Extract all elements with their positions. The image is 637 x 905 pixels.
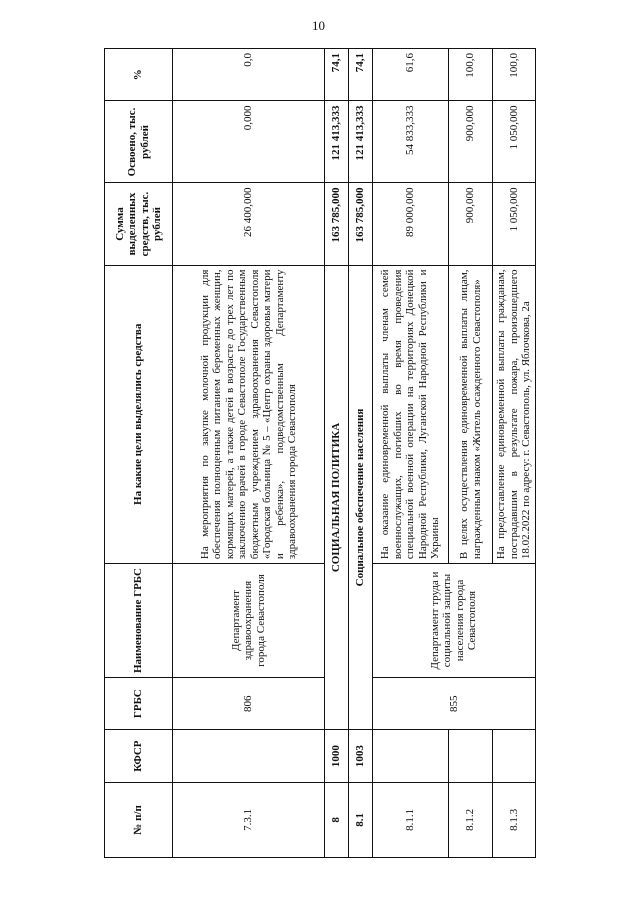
row-number: 8.1.1 bbox=[373, 782, 449, 857]
percent-cell: 100,0 bbox=[493, 49, 536, 101]
purpose-cell: В целях осуществления единовременной выплаты лицам, награжденным знаком «Житель осажденного Севастополя» bbox=[449, 265, 493, 564]
allocated-cell: 1 050,000 bbox=[493, 183, 536, 265]
page-number: 10 bbox=[312, 18, 325, 33]
subsection-row bbox=[349, 49, 373, 858]
table-row bbox=[493, 49, 536, 858]
header-percent: % bbox=[105, 49, 173, 101]
table-row bbox=[173, 49, 325, 858]
spent-cell: 121 413,333 bbox=[325, 101, 349, 183]
budget-table bbox=[104, 48, 536, 858]
percent-cell: 74,1 bbox=[349, 49, 373, 101]
section-row bbox=[325, 49, 349, 858]
percent-cell: 61,6 bbox=[373, 49, 449, 101]
purpose-cell: На предоставление единовременной выплаты гражданам, пострадавшим в результате пожара, произошедшего 18.02.2022 по адресу: г. Севастополь, ул. Яблочкова, 2а bbox=[493, 265, 536, 564]
kfsr-cell bbox=[493, 730, 536, 782]
spent-cell: 0,000 bbox=[173, 101, 325, 183]
row-number: 7.3.1 bbox=[173, 782, 325, 857]
spent-cell: 54 833,333 bbox=[373, 101, 449, 183]
spent-cell: 121 413,333 bbox=[349, 101, 373, 183]
header-kfsr: КФСР bbox=[105, 730, 173, 782]
kfsr-cell bbox=[449, 730, 493, 782]
allocated-cell: 163 785,000 bbox=[349, 183, 373, 265]
row-number: 8 bbox=[325, 782, 349, 857]
header-purpose: На какие цели выделялись средства bbox=[105, 265, 173, 564]
kfsr-cell bbox=[173, 730, 325, 782]
allocated-cell: 89 000,000 bbox=[373, 183, 449, 265]
grbs-name-cell: Департамент труда и социальной защиты населения города Севастополя bbox=[373, 564, 536, 678]
allocated-cell: 163 785,000 bbox=[325, 183, 349, 265]
section-title: СОЦИАЛЬНАЯ ПОЛИТИКА bbox=[325, 265, 349, 730]
row-number: 8.1.3 bbox=[493, 782, 536, 857]
allocated-cell: 26 400,000 bbox=[173, 183, 325, 265]
header-num: № п/п bbox=[105, 782, 173, 857]
percent-cell: 74,1 bbox=[325, 49, 349, 101]
purpose-cell: На мероприятия по закупке молочной продукции для обеспечения полноценным питанием беременных женщин, кормящих матерей, а также детей в возрасте до трех лет по заключению врачей в городе Севастополе Государственным бюджетным учреждением здравоохранения Севастополя «Городская больница № 5 – «Центр охраны здоровья матери и ребенка», подведомственным Департаменту здравоохранения города Севастополя bbox=[173, 265, 325, 564]
row-number: 8.1.2 bbox=[449, 782, 493, 857]
purpose-cell: На оказание единовременной выплаты членам семей военнослужащих, погибших во время проведения специальной военной операции на территориях Донецкой Народной Республики, Луганской Народной Республики и Украины bbox=[373, 265, 449, 564]
allocated-cell: 900,000 bbox=[449, 183, 493, 265]
rotated-table-wrapper bbox=[104, 48, 534, 858]
row-number: 8.1 bbox=[349, 782, 373, 857]
grbs-cell: 806 bbox=[173, 678, 325, 730]
header-grbs-name: Наименование ГРБС bbox=[105, 564, 173, 678]
grbs-cell: 855 bbox=[373, 678, 536, 730]
kfsr-cell bbox=[373, 730, 449, 782]
table-row bbox=[373, 49, 449, 858]
kfsr-cell: 1000 bbox=[325, 730, 349, 782]
grbs-name-cell: Департамент здравоохранения города Севастополя bbox=[173, 564, 325, 678]
percent-cell: 0,0 bbox=[173, 49, 325, 101]
header-grbs: ГРБС bbox=[105, 678, 173, 730]
header-row bbox=[105, 49, 173, 858]
subsection-title: Социальное обеспечение населения bbox=[349, 265, 373, 730]
header-spent: Освоено, тыс. рублей bbox=[105, 101, 173, 183]
table-row bbox=[449, 49, 493, 858]
spent-cell: 900,000 bbox=[449, 101, 493, 183]
kfsr-cell: 1003 bbox=[349, 730, 373, 782]
header-allocated: Сумма выделенных средств, тыс. рублей bbox=[105, 183, 173, 265]
percent-cell: 100,0 bbox=[449, 49, 493, 101]
spent-cell: 1 050,000 bbox=[493, 101, 536, 183]
